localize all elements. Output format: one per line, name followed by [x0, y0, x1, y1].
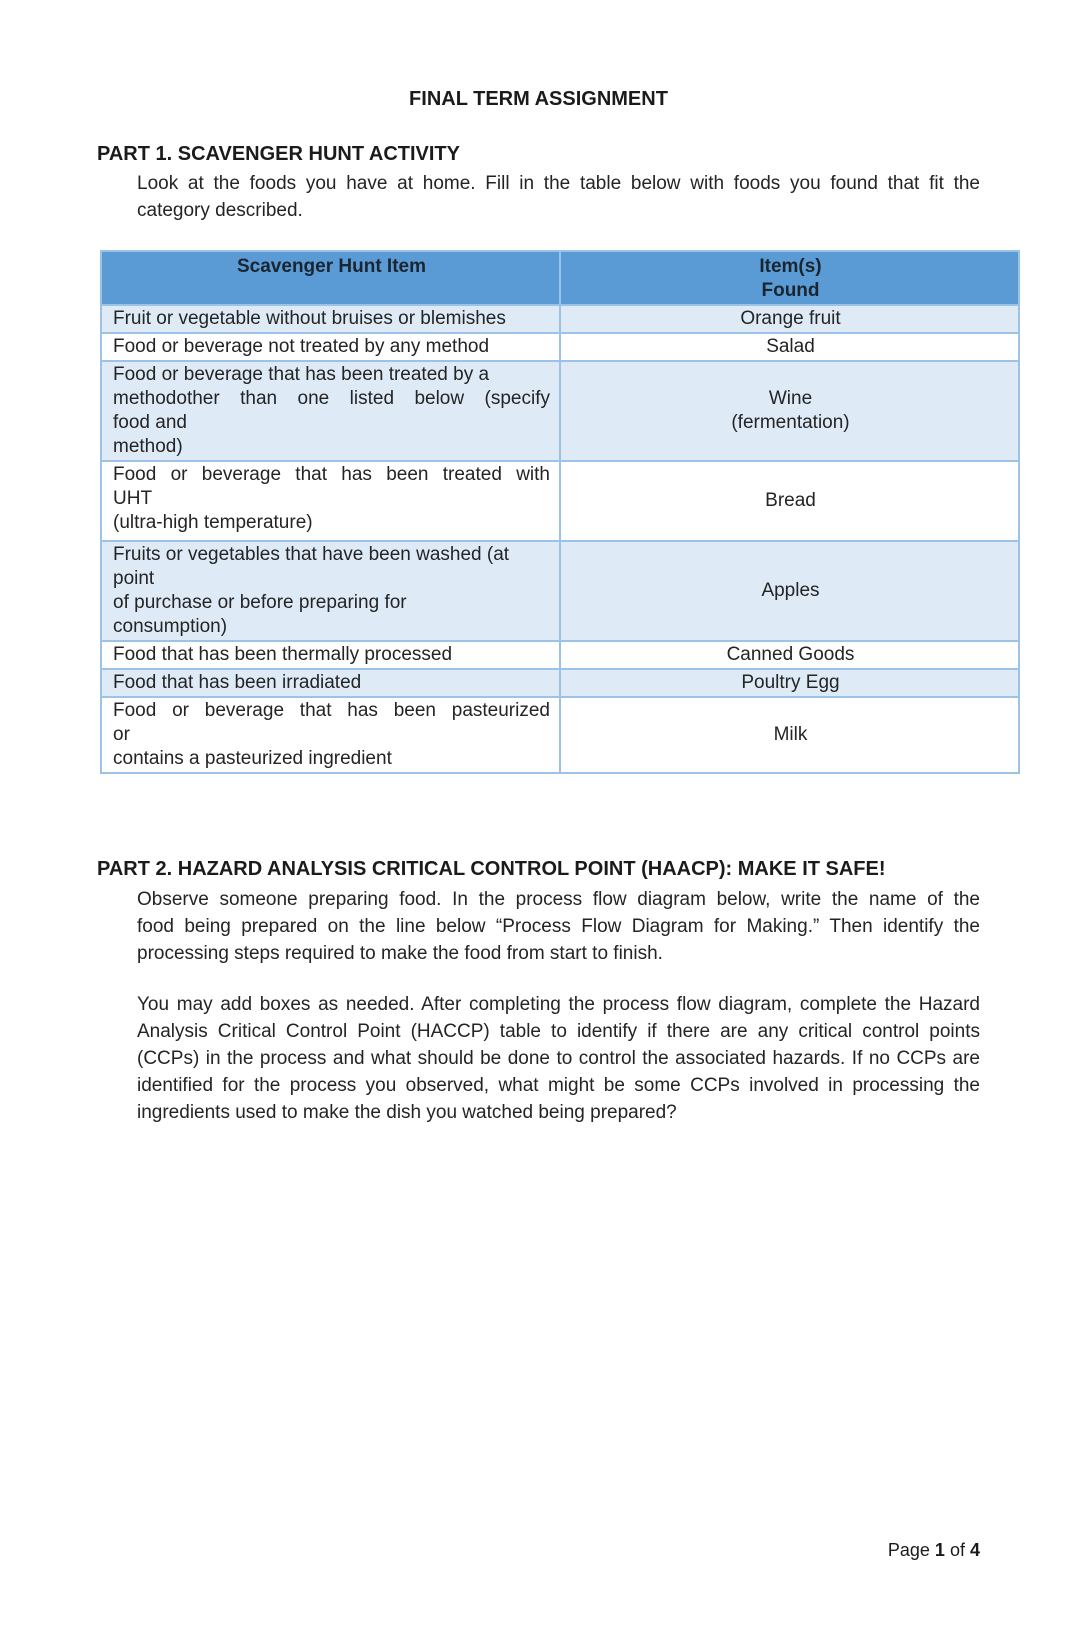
of-word: of: [949, 1540, 965, 1560]
item-found-cell: [560, 541, 1019, 641]
table-header-item-col: Scavenger Hunt Item: [101, 251, 560, 305]
table-row: [101, 333, 1019, 361]
text-line: Apples: [761, 580, 820, 601]
text-line: Poultry Egg: [741, 672, 840, 693]
text-line: processing steps required to make the food from start to finish.: [137, 943, 663, 964]
scavenger-item-cell: [101, 697, 560, 773]
text-line: Wine: [768, 388, 813, 409]
item-found-cell: [560, 669, 1019, 697]
text-line: Food or beverage not treated by any method: [113, 336, 490, 357]
page-number: 1: [934, 1540, 945, 1560]
text-line: (ultra-high temperature): [113, 512, 313, 533]
page-title: FINAL TERM ASSIGNMENT: [409, 88, 668, 110]
text-line: identified for the process you observed, what might be some CCPs involved in processing the: [137, 1075, 980, 1096]
table-row: [101, 641, 1019, 669]
item-found-cell: [560, 333, 1019, 361]
table-row: [101, 697, 1019, 773]
text-line: Milk: [773, 724, 808, 745]
table-row: [101, 305, 1019, 333]
scavenger-item-cell: [101, 541, 560, 641]
text-line: You may add boxes as needed. After completing the process flow diagram, complete the Hazard: [137, 994, 980, 1015]
text-line: Food or beverage that has been pasteurized: [113, 700, 550, 721]
part2-heading: PART 2. HAZARD ANALYSIS CRITICAL CONTROL POINT (HAACP): MAKE IT SAFE!: [97, 858, 886, 880]
text-line: contains a pasteurized ingredient: [113, 748, 392, 769]
scavenger-item-cell: [101, 461, 560, 541]
text-line: Canned Goods: [726, 644, 855, 665]
text-line: (CCPs) in the process and what should be done to control the associated hazards. If no CCPs are: [137, 1048, 980, 1069]
part2-paragraph-2: [137, 991, 980, 1126]
text-line: Fruits or vegetables that have been washed (at: [113, 544, 510, 565]
table-header-row: [101, 251, 1019, 305]
item-found-cell: [560, 361, 1019, 461]
text-line: Food or beverage that has been treated by a: [113, 364, 490, 385]
text-line: point: [113, 568, 155, 589]
scavenger-item-cell: [101, 361, 560, 461]
text-line: food and: [113, 412, 187, 433]
text-line: food being prepared on the line below “Process Flow Diagram for Making.” Then identify the: [137, 916, 980, 937]
page-word: Page: [887, 1540, 930, 1560]
item-found-cell: [560, 461, 1019, 541]
table-header-found-col: [560, 251, 1019, 305]
scavenger-item-cell: [101, 669, 560, 697]
table-row: [101, 461, 1019, 541]
text-line: Bread: [765, 490, 816, 511]
text-line: Salad: [766, 336, 815, 357]
scavenger-item-cell: [101, 641, 560, 669]
text-line: methodother than one listed below (specify: [113, 388, 550, 409]
part1-intro-paragraph: [137, 170, 980, 224]
page-footer: [97, 1540, 980, 1561]
text-line: Fruit or vegetable without bruises or blemishes: [113, 308, 506, 329]
text-line: Orange fruit: [740, 308, 841, 329]
scavenger-item-cell: [101, 305, 560, 333]
table-row: [101, 541, 1019, 641]
text-line: method): [113, 436, 183, 457]
text-line: Observe someone preparing food. In the process flow diagram below, write the name of the: [137, 889, 980, 910]
text-line: or: [113, 724, 130, 745]
text-line: Food or beverage that has been treated with: [113, 464, 550, 485]
text-line: UHT: [113, 488, 153, 509]
item-found-cell: [560, 641, 1019, 669]
scavenger-hunt-table: [100, 250, 1020, 774]
text-line: Look at the foods you have at home. Fill in the table below with foods you found that fit the: [137, 173, 980, 194]
text-line: Food that has been irradiated: [113, 672, 362, 693]
part2-paragraph-1: [137, 886, 980, 967]
text-line: of purchase or before preparing for: [113, 592, 407, 613]
text-line: (fermentation): [731, 412, 850, 433]
part1-heading: PART 1. SCAVENGER HUNT ACTIVITY: [97, 143, 460, 165]
text-line: Food that has been thermally processed: [113, 644, 453, 665]
item-found-cell: [560, 697, 1019, 773]
table-row: [101, 669, 1019, 697]
text-line: consumption): [113, 616, 228, 637]
table-row: [101, 361, 1019, 461]
page-total: 4: [969, 1540, 980, 1560]
text-line: Item(s): [759, 256, 822, 277]
item-found-cell: [560, 305, 1019, 333]
text-line: category described.: [137, 200, 303, 221]
text-line: Found: [761, 280, 820, 301]
text-line: Analysis Critical Control Point (HACCP) table to identify if there are any critical control points: [137, 1021, 980, 1042]
scavenger-item-cell: [101, 333, 560, 361]
text-line: ingredients used to make the dish you watched being prepared?: [137, 1102, 677, 1123]
